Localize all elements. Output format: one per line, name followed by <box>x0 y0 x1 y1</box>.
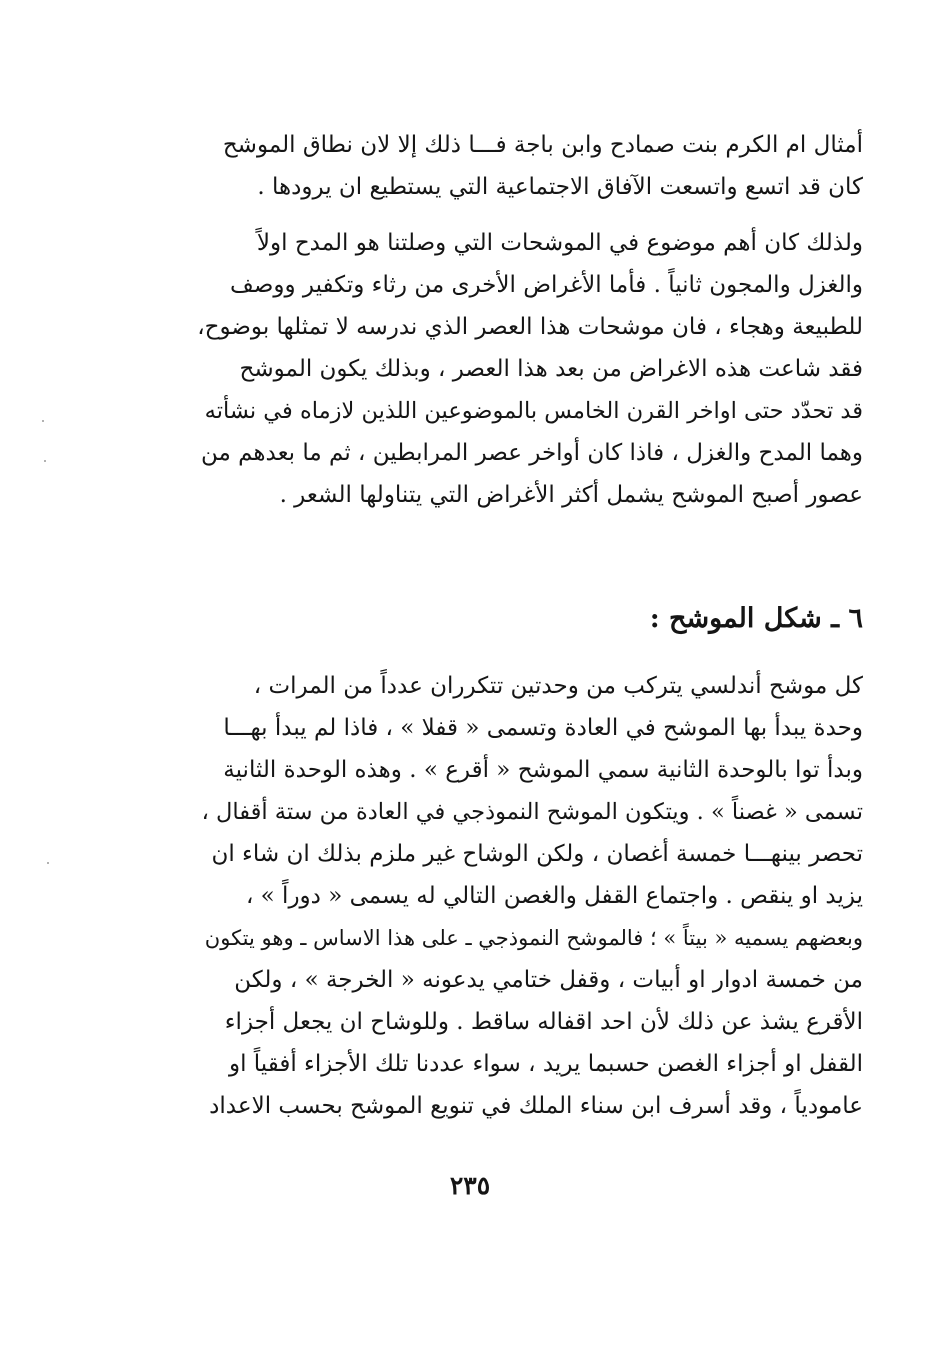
text-line: كان قد اتسع واتسعت الآفاق الاجتماعية التي يستطيع ان يرودها . <box>257 174 863 200</box>
text-line: عصور أصبح الموشح يشمل أكثر الأغراض التي يتناولها الشعر . <box>279 482 863 508</box>
section-heading: ٦ ـ شكل الموشح : <box>649 603 863 634</box>
scan-speck <box>44 460 46 462</box>
text-line: من خمسة ادوار او أبيات ، وقفل ختامي يدعونه « الخرجة » ، ولكن <box>234 967 863 993</box>
scan-speck <box>42 420 44 422</box>
text-line: يزيد او ينقص . واجتماع القفل والغصن التالي له يسمى « دوراً » ، <box>245 883 863 909</box>
text-line: أمثال ام الكرم بنت صمادح وابن باجة فـــا ذلك إلا لان نطاق الموشح <box>222 132 863 158</box>
text-line: والغزل والمجون ثانياً . فأما الأغراض الأخرى من رثاء وتكفير ووصف <box>230 272 863 298</box>
page-number: ٢٣٥ <box>449 1171 491 1200</box>
paragraph-3 <box>193 665 863 1127</box>
text-line: قد تحدّد حتى اواخر القرن الخامس بالموضوعين اللذين لازماه في نشأته <box>204 398 863 424</box>
text-line: تسمى « غصناً » . ويتكون الموشح النموذجي في العادة من ستة أقفال ، <box>201 799 863 825</box>
scan-speck <box>47 862 49 864</box>
text-line: للطبيعة وهجاء ، فان موشحات هذا العصر الذي ندرسه لا تمثلها بوضوح، <box>197 314 863 340</box>
text-line: تحصر بينهـــا خمسة أغصان ، ولكن الوشاح غير ملزم بذلك ان شاء ان <box>211 841 863 867</box>
text-line: وبدأ توا بالوحدة الثانية سمي الموشح « أقرع » . وهذه الوحدة الثانية <box>223 757 863 783</box>
text-line: ولذلك كان أهم موضوع في الموشحات التي وصلتنا هو المدح اولاً <box>256 230 863 256</box>
text-line: القفل او أجزاء الغصن حسبما يريد ، سواء عددنا تلك الأجزاء أفقياً او <box>228 1051 863 1077</box>
text-line: الأقرع يشذ عن ذلك لأن احد اقفاله ساقط . وللوشاح ان يجعل أجزاء <box>224 1009 863 1035</box>
text-line: وبعضهم يسميه « بيتاً » ؛ فالموشح النموذجي ـ على هذا الاساس ـ وهو يتكون <box>204 926 863 950</box>
text-line: فقد شاعت هذه الاغراض من بعد هذا العصر ، وبذلك يكون الموشح <box>239 356 863 382</box>
paragraph-1 <box>193 124 863 208</box>
text-line: كل موشح أندلسي يتركب من وحدتين تتكرران عدداً من المرات ، <box>253 673 863 699</box>
text-line: وهما المدح والغزل ، فاذا كان أواخر عصر المرابطين ، ثم ما بعدهم من <box>200 440 863 466</box>
text-line: عامودياً ، وقد أسرف ابن سناء الملك في تنويع الموشح بحسب الاعداد <box>209 1093 863 1119</box>
text-line: وحدة يبدأ بها الموشح في العادة وتسمى « قفلا » ، فاذا لم يبدأ بهـــا <box>223 715 863 741</box>
paragraph-2 <box>193 222 863 516</box>
